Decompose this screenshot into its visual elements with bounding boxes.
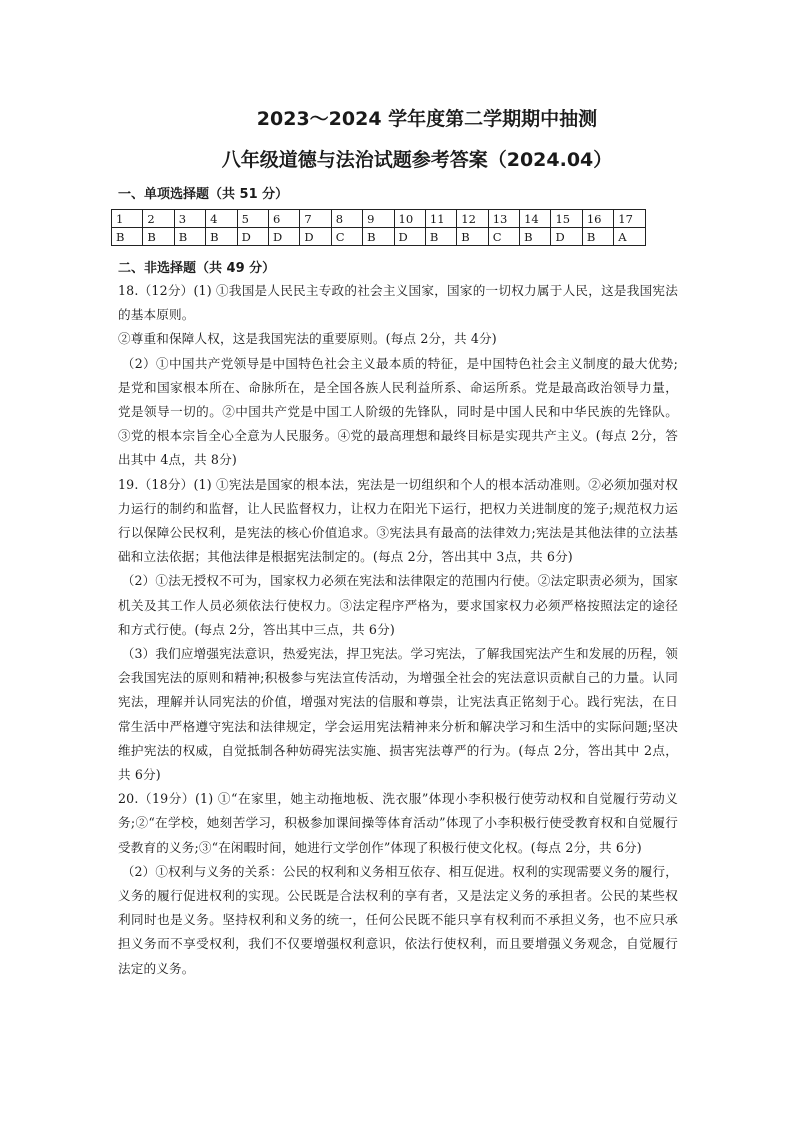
answer-cell: B <box>520 228 551 246</box>
answer-row <box>112 228 646 246</box>
answer-cell: B <box>143 228 174 246</box>
document-title: 2023～2024 学年度第二学期期中抽测 <box>256 108 598 130</box>
answer-cell: B <box>174 228 205 246</box>
answer-paragraph-20-1: 20.（19分）(1) ①“在家里，她主动拖地板、洗衣服”体现小李积极行使劳动权和自觉履行劳动义务;②“在学校，她刻苦学习，积极参加课间操等体育活动”体现了小李积极行使受教育权和自觉履行受教育的义务;③“在闲暇时间，她进行文学创作”体现了积极行使文化权。(每点 2分，共 6分) <box>118 791 678 855</box>
answer-cell: C <box>488 228 519 246</box>
answer-cell: D <box>394 228 425 246</box>
answer-cell: B <box>206 228 237 246</box>
question-number-cell: 3 <box>174 210 205 228</box>
document-subtitle: 八年级道德与法治试题参考答案（2024.04） <box>221 149 613 171</box>
answer-paragraph-19-1: 19.（18分）(1) ①宪法是国家的根本法，宪法是一切组织和个人的根本活动准则。②必须加强对权力运行的制约和监督，让人民监督权力，让权力在阳光下运行，把权力关进制度的笼子;规范权力运行以保障公民权利，是宪法的核心价值追求。③宪法具有最高的法律效力;宪法是其他法律的立法基础和立法依据；其他法律是根据宪法制定的。(每点 2分，答出其中 3点，共 6分) <box>118 476 678 565</box>
question-number-cell: 6 <box>268 210 299 228</box>
answer-key-table <box>111 209 646 246</box>
answer-cell: B <box>582 228 613 246</box>
question-number-cell: 1 <box>112 210 143 228</box>
question-number-cell: 11 <box>425 210 456 228</box>
question-number-cell: 13 <box>488 210 519 228</box>
answer-cell: D <box>268 228 299 246</box>
answer-cell: D <box>300 228 331 246</box>
question-number-cell: 16 <box>582 210 613 228</box>
answer-paragraph-19-2: （2）①法无授权不可为，国家权力必须在宪法和法律限定的范围内行使。②法定职责必须为，国家机关及其工作人员必须依法行使权力。③法定程序严格为，要求国家权力必须严格按照法定的途径和方式行使。(每点 2分，答出其中三点，共 6分) <box>118 573 678 637</box>
question-number-cell: 5 <box>237 210 268 228</box>
answer-cell: B <box>363 228 394 246</box>
question-number-cell: 10 <box>394 210 425 228</box>
question-number-cell: 8 <box>331 210 362 228</box>
question-number-cell: 14 <box>520 210 551 228</box>
question-number-cell: 2 <box>143 210 174 228</box>
answer-paragraph-18-2: （2）①中国共产党领导是中国特色社会主义最本质的特征，是中国特色社会主义制度的最大优势;是党和国家根本所在、命脉所在，是全国各族人民利益所系、命运所系。党是最高政治领导力量，党是领导一切的。②中国共产党是中国工人阶级的先锋队，同时是中国人民和中华民族的先锋队。③党的根本宗旨全心全意为人民服务。④党的最高理想和最终目标是实现共产主义。(每点 2分，答出其中 4点，共 8分) <box>118 355 678 468</box>
answer-paragraph-19-3: （3）我们应增强宪法意识，热爱宪法，捍卫宪法。学习宪法，了解我国宪法产生和发展的历程，领会我国宪法的原则和精神;积极参与宪法宣传活动，为增强全社会的宪法意识贡献自己的力量。认同宪法，理解并认同宪法的价值，增强对宪法的信服和尊崇，让宪法真正铭刻于心。践行宪法，在日常生活中严格遵守宪法和法律规定，学会运用宪法精神来分析和解决学习和生活中的实际问题;坚决维护宪法的权威，自觉抵制各种妨碍宪法实施、损害宪法尊严的行为。(每点 2分，答出其中 2点，共 6分) <box>118 646 678 783</box>
answer-cell: B <box>457 228 488 246</box>
question-number-cell: 4 <box>206 210 237 228</box>
question-number-cell: 7 <box>300 210 331 228</box>
question-number-row <box>112 210 646 228</box>
answer-paragraph-20-2: （2）①权利与义务的关系：公民的权利和义务相互依存、相互促进。权利的实现需要义务的履行，义务的履行促进权利的实现。公民既是合法权利的享有者，又是法定义务的承担者。公民的某些权利同时也是义务。坚持权利和义务的统一，任何公民既不能只享有权利而不承担义务，也不应只承担义务而不享受权利，我们不仅要增强权利意识，依法行使权利，而且要增强义务观念，自觉履行法定的义务。 <box>118 863 678 976</box>
answer-cell: A <box>614 228 645 246</box>
answer-cell: D <box>551 228 582 246</box>
answer-cell: C <box>331 228 362 246</box>
answer-paragraph-18-1: 18.（12分）(1) ①我国是人民民主专政的社会主义国家，国家的一切权力属于人民，这是我国宪法的基本原则。 <box>118 283 678 323</box>
question-number-cell: 9 <box>363 210 394 228</box>
question-number-cell: 17 <box>614 210 645 228</box>
section-2-heading: 二、非选择题（共 49 分） <box>118 261 276 276</box>
question-number-cell: 12 <box>457 210 488 228</box>
section-1-heading: 一、单项选择题（共 51 分） <box>118 187 289 202</box>
answer-cell: B <box>112 228 143 246</box>
question-number-cell: 15 <box>551 210 582 228</box>
answer-body <box>118 279 678 981</box>
answer-cell: B <box>425 228 456 246</box>
answer-cell: D <box>237 228 268 246</box>
answer-paragraph-18-1b: ②尊重和保障人权，这是我国宪法的重要原则。(每点 2分，共 4分) <box>118 331 497 347</box>
